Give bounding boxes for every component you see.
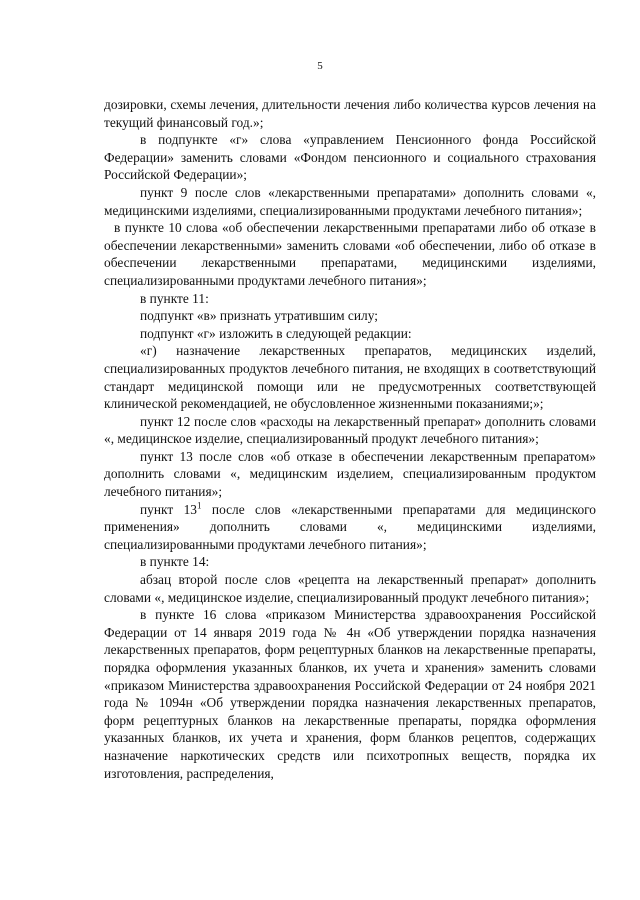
superscript-number: 1 (197, 500, 202, 511)
page-number: 5 (317, 60, 323, 72)
paragraph-item: подпункт «г» изложить в следующей редакции: (140, 325, 412, 341)
paragraph-text-before: пункт 13 (140, 501, 197, 517)
document-body (104, 96, 596, 782)
paragraph-item: абзац второй после слов «рецепта на лекарственный препарат» дополнить словами «, медицинское изделие, специализированный продукт лечебного питания»; (104, 572, 596, 605)
paragraph-continuation: дозировки, схемы лечения, длительности лечения либо количества курсов лечения на текущий финансовый год.»; (104, 97, 596, 130)
paragraph-item: в пункте 14: (140, 554, 210, 570)
paragraph-item-with-superscript (104, 501, 596, 554)
paragraph-text-after: после слов «лекарственными препаратами для медицинского применения» дополнить словами «, медицинскими изделиями, специализированными продуктами лечебного питания»; (104, 501, 596, 552)
paragraph-item: подпункт «в» признать утратившим силу; (140, 308, 378, 324)
paragraph-item: в пункте 10 слова «об обеспечении лекарственными препаратами либо об отказе в обеспечении лекарственными» заменить словами «об обеспечении, либо об отказе в обеспечении лекарственными препаратами, медицинскими изделиями, специализированными продуктами лечебного питания»; (104, 220, 596, 288)
paragraph-item: пункт 13 после слов «об отказе в обеспечении лекарственным препаратом» дополнить словами «, медицинским изделием, специализированным продуктом лечебного питания»; (104, 448, 596, 500)
paragraph-item: пункт 12 после слов «расходы на лекарственный препарат» дополнить словами «, медицинское изделие, специализированный продукт лечебного питания»; (104, 413, 596, 447)
paragraph-item: в подпункте «г» слова «управлением Пенсионного фонда Российской Федерации» заменить словами «Фондом пенсионного и социального страхования Российской Федерации»; (104, 132, 596, 183)
paragraph-item: в пункте 16 слова «приказом Министерства здравоохранения Российской Федерации от 14 января 2019 года № 4н «Об утверждении порядка назначения лекарственных препаратов, форм рецептурных бланков на лекарственные препараты, порядка оформления указанных бланков, их учета и хранения» заменить словами «приказом Министерства здравоохранения Российской Федерации от 24 ноября 2021 года № 1094н «Об утверждении порядка назначения лекарственных препаратов, форм рецептурных бланков на лекарственные препараты, порядка оформления указанных бланков, их учета и хранения, форм бланков рецептов, содержащих назначение наркотических средств или психотропных веществ, порядка их изготовления, распределения, (104, 607, 596, 781)
paragraph-item: пункт 9 после слов «лекарственными препаратами» дополнить словами «, медицинскими изделиями, специализированными продуктами лечебного питания»; (104, 184, 596, 218)
paragraph-item: в пункте 11: (140, 290, 209, 306)
paragraph-quote: «г) назначение лекарственных препаратов, медицинских изделий, специализированных продуктов лечебного питания, не входящих в соответствующий стандарт медицинской помощи или не предусмотренных соответствующей клинической рекомендацией, не обусловленное жизненными показаниями;»; (104, 343, 596, 412)
